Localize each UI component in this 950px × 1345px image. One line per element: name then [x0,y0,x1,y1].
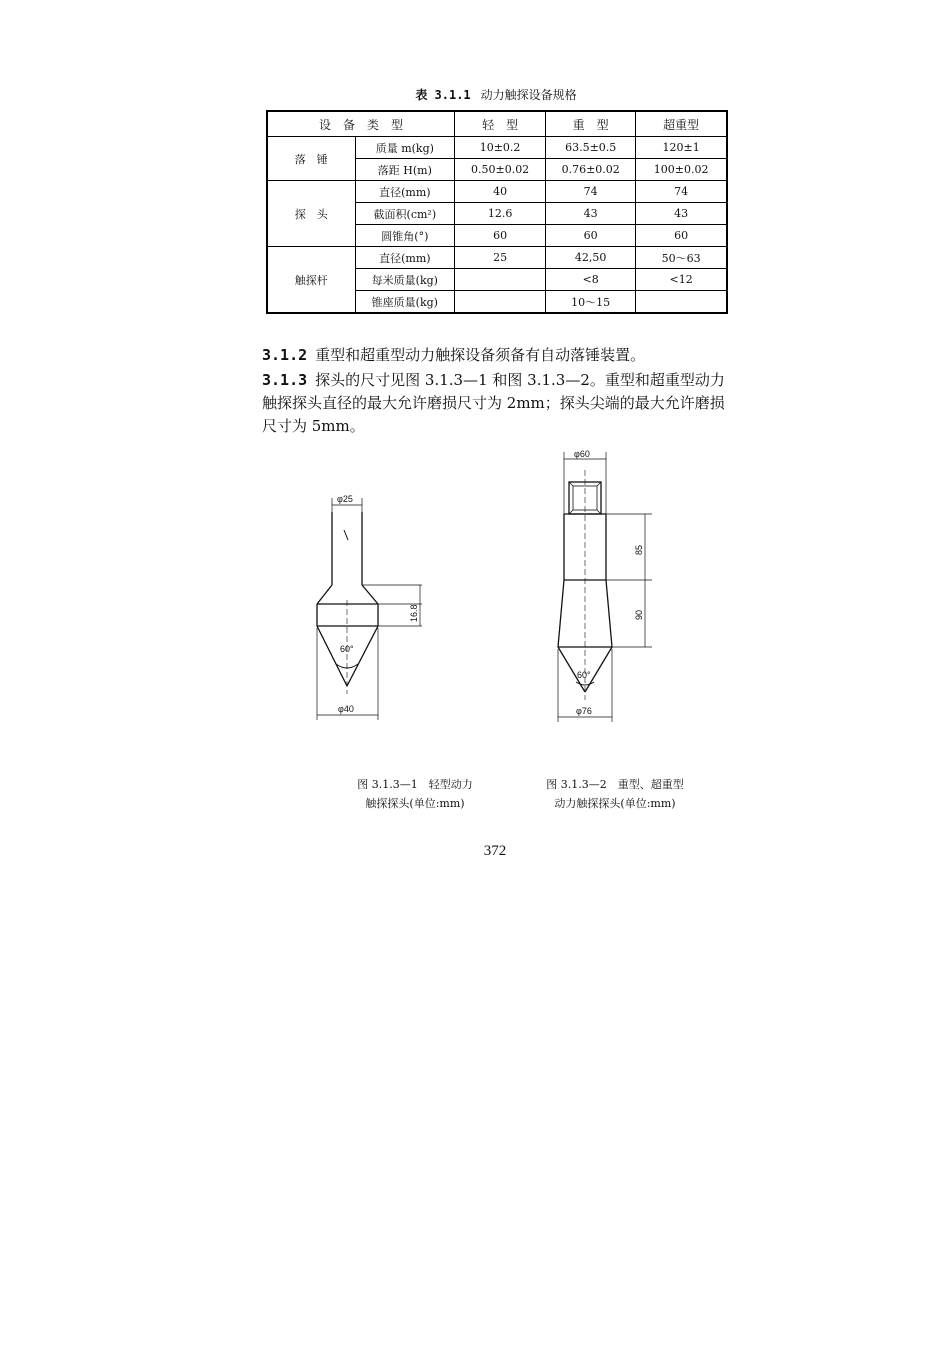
dim-cone-angle: 60° [340,644,354,654]
cell-value: 50～63 [636,247,727,269]
dim-top-diameter: φ60 [574,449,590,459]
dim-lower-length: 90 [634,609,644,620]
cell-value: 0.50±0.02 [455,159,546,181]
row-label: 直径(mm) [355,247,454,269]
cell-value: 74 [546,181,636,203]
clause-number: 3.1.2 [262,346,308,364]
cell-value: 60 [636,225,727,247]
cell-value: 10±0.2 [455,137,546,159]
cell-value: 12.6 [455,203,546,225]
header-equipment-type: 设 备 类 型 [267,111,455,137]
header-light: 轻 型 [455,111,546,137]
row-label: 质量 m(kg) [355,137,454,159]
figure2-heavy-probe [558,452,652,722]
cell-value: 10～15 [546,291,636,314]
caption-line: 图 3.1.3—1 轻型动力 [357,778,473,791]
figure2-caption [520,775,710,813]
figure1-caption [330,775,500,813]
dim-cone-height: 16.8 [409,604,419,622]
clause-number: 3.1.3 [262,371,308,389]
cell-value: 63.5±0.5 [546,137,636,159]
table-title: 动力触探设备规格 [480,88,577,102]
row-label: 圆锥角(°) [355,225,454,247]
row-label: 截面积(cm²) [355,203,454,225]
row-label: 落距 H(m) [355,159,454,181]
dim-cone-angle: 60° [577,670,591,680]
dim-bottom-diameter: φ76 [576,706,592,716]
cell-value: 120±1 [636,137,727,159]
cell-value: 0.76±0.02 [546,159,636,181]
dim-bottom-diameter: φ40 [338,704,354,714]
cell-value: 40 [455,181,546,203]
clause-text: 探头的尺寸见图 3.1.3—1 和图 3.1.3—2。重型和超重型动力触探探头直径的最大允许磨损尺寸为 2mm；探头尖端的最大允许磨损尺寸为 5mm。 [262,371,725,435]
group-rod: 触探杆 [267,247,355,314]
figure1-light-probe [317,498,422,720]
cell-value: 100±0.02 [636,159,727,181]
page-number: 372 [483,843,507,859]
header-super-heavy: 超重型 [636,111,727,137]
cell-value: <8 [546,269,636,291]
cell-value: 42,50 [546,247,636,269]
dim-upper-length: 85 [634,544,644,555]
caption-line: 图 3.1.3—2 重型、超重型 [546,778,684,791]
cell-value: 25 [455,247,546,269]
caption-line: 动力触探探头(单位:mm) [554,797,676,810]
row-label: 每米质量(kg) [355,269,454,291]
group-probe: 探 头 [267,181,355,247]
cell-value: 74 [636,181,727,203]
dim-top-diameter: φ25 [337,494,353,504]
row-label: 锥座质量(kg) [355,291,454,314]
cell-value: 60 [455,225,546,247]
header-heavy: 重 型 [546,111,636,137]
group-hammer: 落 锤 [267,137,355,181]
table-number: 表 3.1.1 [415,88,471,102]
cell-value: 43 [636,203,727,225]
cell-value: <12 [636,269,727,291]
clause-text: 重型和超重型动力触探设备须备有自动落锤装置。 [315,346,646,364]
caption-line: 触探探头(单位:mm) [365,797,465,810]
cell-value: 60 [546,225,636,247]
row-label: 直径(mm) [355,181,454,203]
cell-value: 43 [546,203,636,225]
